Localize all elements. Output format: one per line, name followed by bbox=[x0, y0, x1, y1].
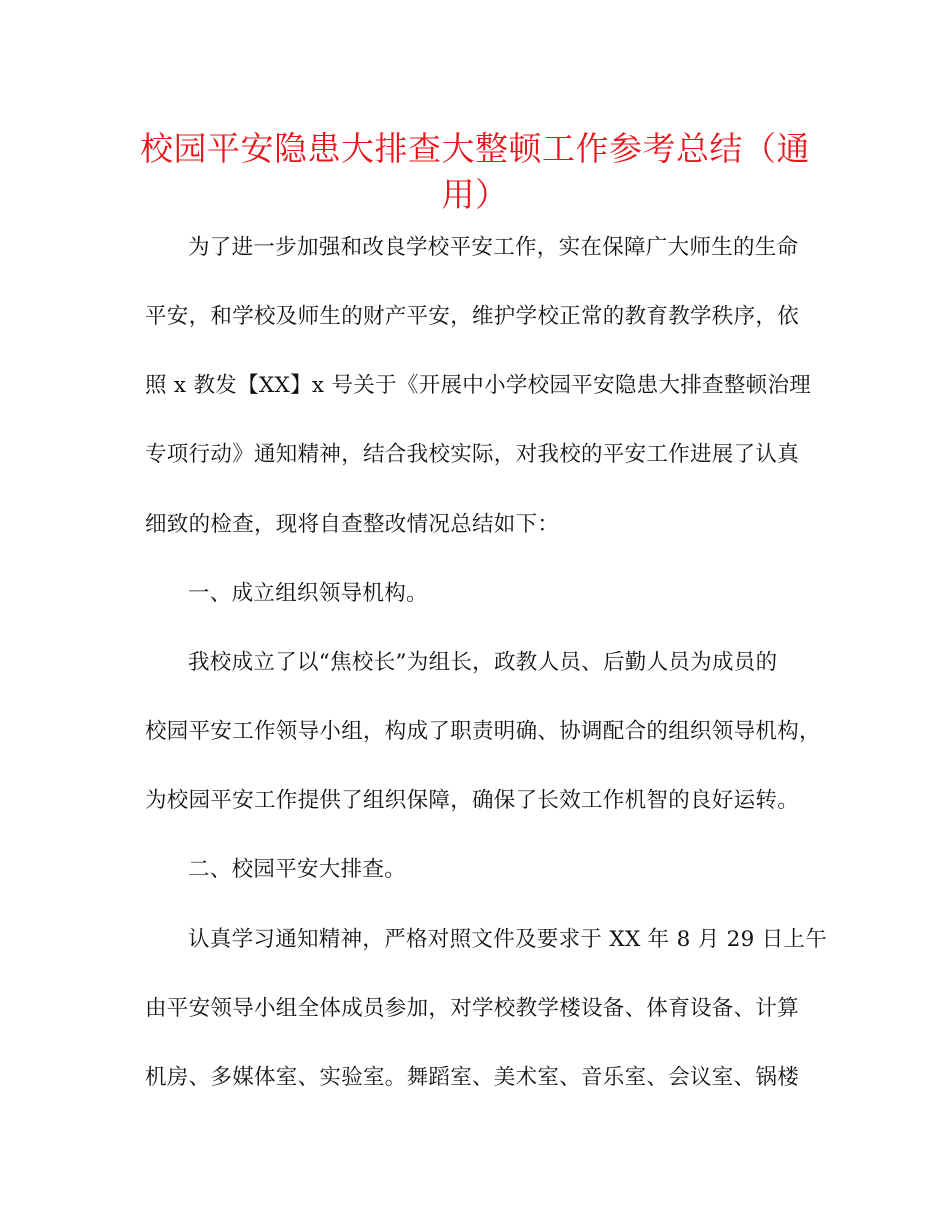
document-title: 校园平安隐患大排查大整顿工作参考总结（通用） bbox=[140, 129, 810, 214]
section-heading: 一、成立组织领导机构。 bbox=[188, 581, 428, 606]
paragraph-line: 为校园平安工作提供了组织保障，确保了长效工作机智的良好运转。 bbox=[145, 788, 800, 813]
paragraph-line: 由平安领导小组全体成员参加，对学校教学楼设备、体育设备、计算 bbox=[145, 996, 800, 1021]
section-heading: 二、校园平安大排查。 bbox=[188, 857, 407, 882]
paragraph-line: 照 x 教发【XX】x 号关于《开展中小学校园平安隐患大排查整顿治理 bbox=[145, 373, 812, 398]
paragraph-line: 我校成立了以“焦校长”为组长，政教人员、后勤人员为成员的 bbox=[188, 650, 778, 675]
paragraph-line: 专项行动》通知精神，结合我校实际，对我校的平安工作进展了认真 bbox=[145, 442, 800, 467]
paragraph-line: 校园平安工作领导小组，构成了职责明确、协调配合的组织领导机构， bbox=[145, 719, 821, 744]
paragraph-line: 认真学习通知精神，严格对照文件及要求于 XX 年 8 月 29 日上午 bbox=[188, 927, 828, 952]
paragraph-line: 机房、多媒体室、实验室。舞蹈室、美术室、音乐室、会议室、锅楼 bbox=[145, 1065, 800, 1090]
paragraph-line: 平安，和学校及师生的财产平安，维护学校正常的教育教学秩序，依 bbox=[145, 304, 800, 329]
paragraph-line: 为了进一步加强和改良学校平安工作，实在保障广大师生的生命 bbox=[188, 235, 799, 260]
paragraph-line: 细致的检查，现将自查整改情况总结如下： bbox=[145, 512, 560, 537]
